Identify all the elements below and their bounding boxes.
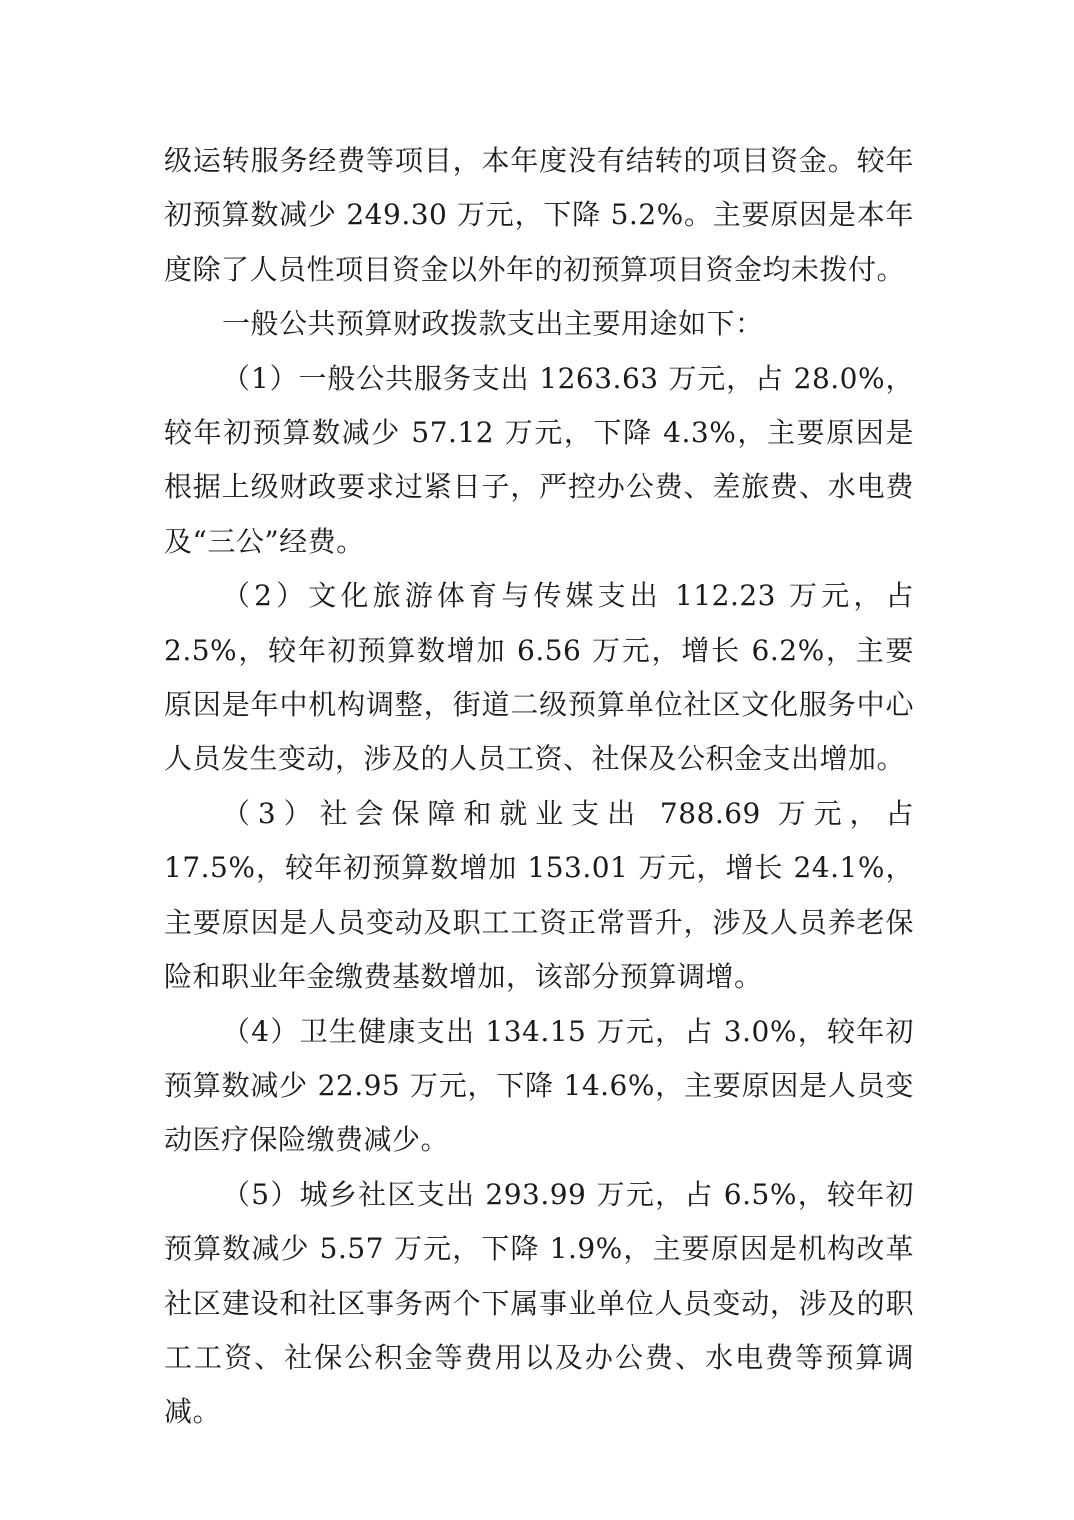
paragraph-general-public-services: （1）一般公共服务支出 1263.63 万元，占 28.0%，较年初预算数减少 57.12 万元，下降 4.3%，主要原因是根据上级财政要求过紧日子，严控办公费、差旅费、水电费及“三公”经费。 — [164, 361, 914, 558]
paragraph-usage-intro: 一般公共预算财政拨款支出主要用途如下： — [222, 307, 764, 341]
paragraph-social-security-employment: （3）社会保障和就业支出 788.69 万元，占 17.5%，较年初预算数增加 153.01 万元，增长 24.1%，主要原因是人员变动及职工工资正常晋升，涉及人员养老保险和职业年金缴费基数增加，该部分预算调增。 — [164, 796, 914, 994]
paragraph-urban-rural-community: （5）城乡社区支出 293.99 万元，占 6.5%，较年初预算数减少 5.57 万元，下降 1.9%，主要原因是机构改革社区建设和社区事务两个下属事业单位人员变动，涉及的职工工资、社保公积金等费用以及办公费、水电费等预算调减。 — [164, 1177, 914, 1429]
paragraph-health: （4）卫生健康支出 134.15 万元，占 3.0%，较年初预算数减少 22.95 万元，下降 14.6%，主要原因是人员变动医疗保险缴费减少。 — [164, 1014, 914, 1157]
paragraph-continuation: 级运转服务经费等项目，本年度没有结转的项目资金。较年初预算数减少 249.30 万元，下降 5.2%。主要原因是本年度除了人员性项目资金以外年的初预算项目资金均未拨付。 — [164, 144, 914, 286]
paragraph-culture-tourism-sports-media: （2）文化旅游体育与传媒支出 112.23 万元，占 2.5%，较年初预算数增加 6.56 万元，增长 6.2%，主要原因是年中机构调整，街道二级预算单位社区文化服务中心人员发生变动，涉及的人员工资、社保及公积金支出增加。 — [164, 579, 914, 776]
document-body — [164, 134, 914, 1440]
